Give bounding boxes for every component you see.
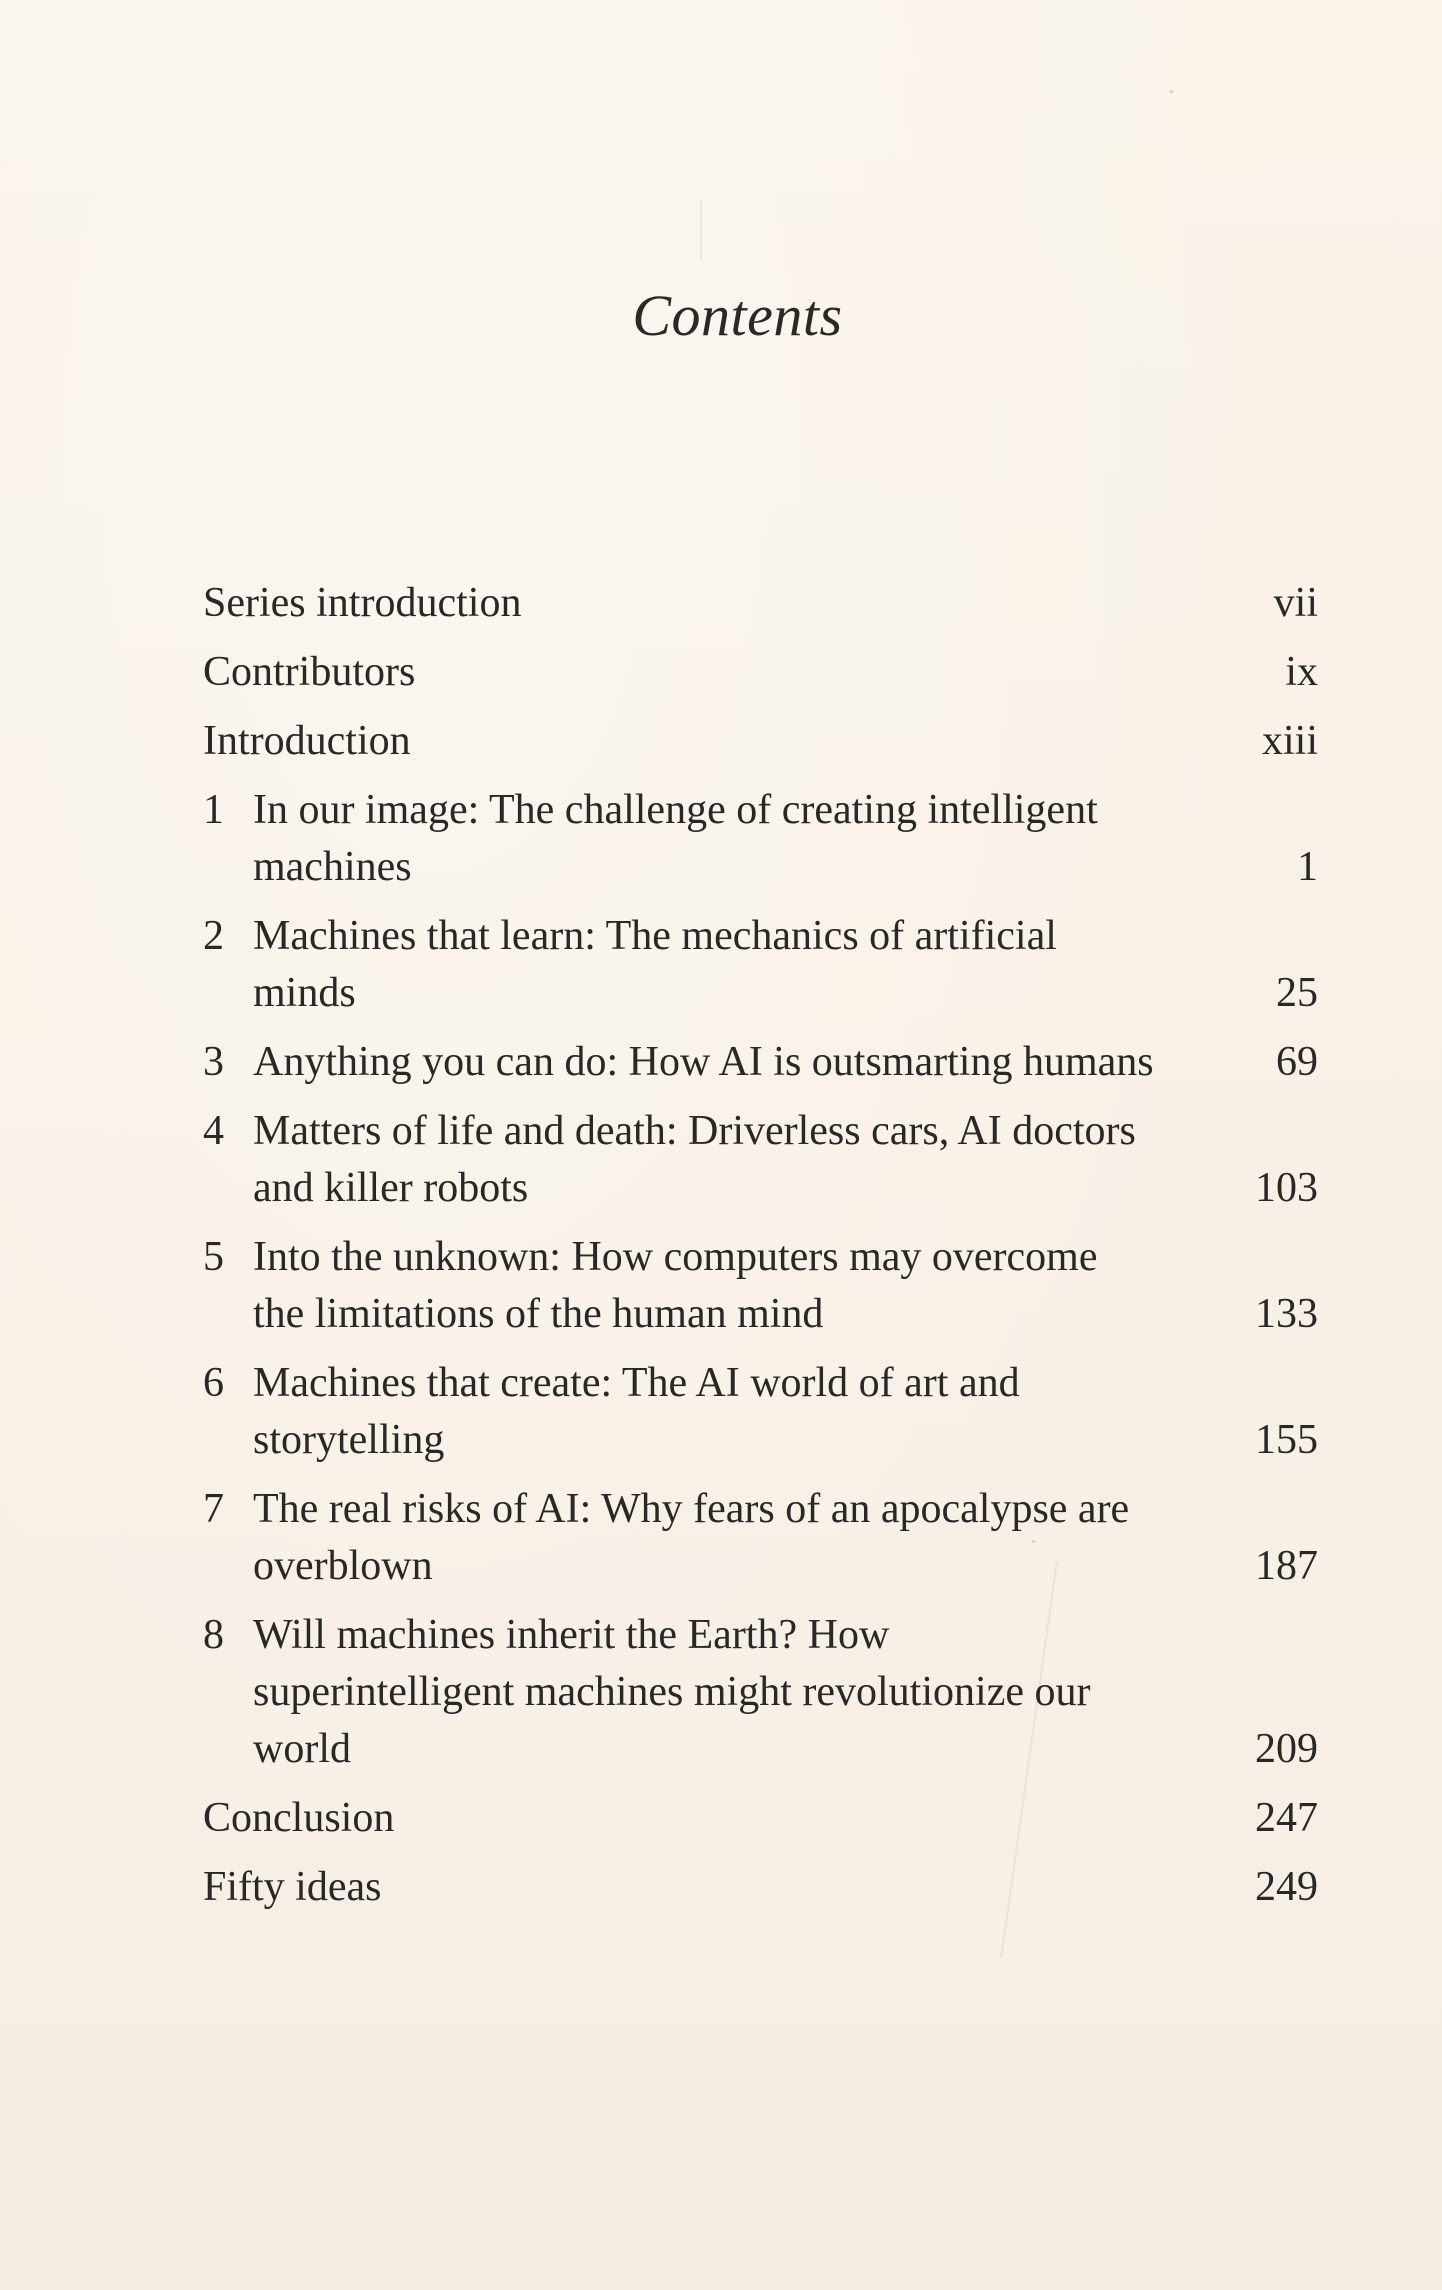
toc-entry-page: 1 [1297, 844, 1318, 890]
toc-entry-number: 8 [203, 1612, 224, 1658]
toc-entry-number: 3 [203, 1039, 224, 1085]
toc-entry-page: ix [1285, 649, 1318, 695]
toc-entry-chapter-5 [203, 1229, 1318, 1343]
toc-entry-number: 6 [203, 1360, 224, 1406]
table-of-contents [203, 575, 1318, 1928]
toc-entry-chapter-7 [203, 1481, 1318, 1595]
toc-entry-chapter-6 [203, 1355, 1318, 1469]
toc-entry-title: The real risks of AI: Why fears of an apocalypse are overblown [253, 1486, 1130, 1589]
toc-entry-page: 69 [1276, 1039, 1318, 1085]
page-title: Contents [632, 283, 843, 348]
toc-entry-title: Machines that learn: The mechanics of artificial minds [253, 913, 1057, 1016]
toc-entry-introduction [203, 713, 1318, 770]
toc-entry-chapter-8 [203, 1607, 1318, 1778]
toc-entry-page: 25 [1276, 970, 1318, 1016]
toc-entry-page: xiii [1261, 718, 1318, 764]
toc-entry-page: 133 [1255, 1291, 1318, 1337]
toc-entry-title: Conclusion [203, 1795, 395, 1841]
page-crease [700, 200, 702, 260]
toc-entry-conclusion [203, 1790, 1318, 1847]
toc-entry-title: Machines that create: The AI world of art and storytelling [253, 1360, 1020, 1463]
toc-entry-title: Contributors [203, 649, 416, 695]
toc-entry-title: Matters of life and death: Driverless cars, AI doctors and killer robots [253, 1108, 1136, 1211]
toc-entry-fifty-ideas [203, 1859, 1318, 1916]
toc-entry-series-introduction [203, 575, 1318, 632]
toc-entry-page: 155 [1255, 1417, 1318, 1463]
toc-entry-page: 209 [1255, 1726, 1318, 1772]
toc-entry-number: 7 [203, 1486, 224, 1532]
toc-entry-title: Introduction [203, 718, 411, 764]
toc-entry-title: Into the unknown: How computers may overcome the limitations of the human mind [253, 1234, 1098, 1337]
toc-entry-title: In our image: The challenge of creating intelligent machines [253, 787, 1098, 890]
toc-entry-number: 5 [203, 1234, 224, 1280]
toc-entry-page: 247 [1255, 1795, 1318, 1841]
toc-entry-number: 2 [203, 913, 224, 959]
toc-entry-page: 187 [1255, 1543, 1318, 1589]
page-speck [1170, 90, 1173, 93]
toc-entry-chapter-4 [203, 1103, 1318, 1217]
toc-entry-chapter-2 [203, 908, 1318, 1022]
toc-entry-title: Series introduction [203, 580, 522, 626]
toc-entry-page: vii [1273, 580, 1318, 626]
toc-entry-number: 1 [203, 787, 224, 833]
toc-entry-page: 103 [1255, 1165, 1318, 1211]
toc-entry-page: 249 [1255, 1864, 1318, 1910]
toc-entry-title: Will machines inherit the Earth? How superintelligent machines might revolutionize our world [253, 1612, 1091, 1772]
toc-entry-chapter-1 [203, 782, 1318, 896]
toc-entry-title: Anything you can do: How AI is outsmarting humans [253, 1039, 1154, 1085]
toc-entry-chapter-3 [203, 1034, 1318, 1091]
toc-entry-number: 4 [203, 1108, 224, 1154]
toc-entry-contributors [203, 644, 1318, 701]
toc-entry-title: Fifty ideas [203, 1864, 382, 1910]
